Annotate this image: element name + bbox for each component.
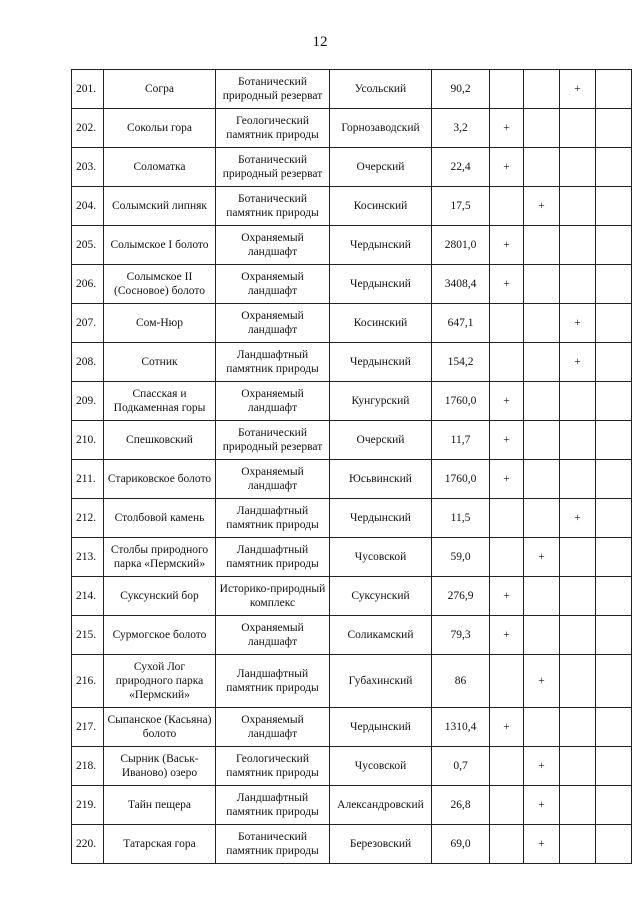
district: Чердынский xyxy=(330,708,432,747)
area-value: 69,0 xyxy=(432,825,490,864)
mark-col-3 xyxy=(560,655,596,708)
area-name: Суксунский бор xyxy=(104,577,216,616)
mark-col-3 xyxy=(560,109,596,148)
area-name: Спешковский xyxy=(104,421,216,460)
table-row xyxy=(72,786,632,825)
mark-col-4 xyxy=(596,382,632,421)
mark-col-3 xyxy=(560,265,596,304)
mark-col-1: + xyxy=(490,109,524,148)
area-name: Солымское I болото xyxy=(104,226,216,265)
category: Охраняемый ландшафт xyxy=(216,708,330,747)
row-number: 202. xyxy=(72,109,104,148)
mark-col-3 xyxy=(560,226,596,265)
area-value: 2801,0 xyxy=(432,226,490,265)
mark-col-4 xyxy=(596,187,632,226)
area-name: Солымское II (Сосновое) болото xyxy=(104,265,216,304)
category: Охраняемый ландшафт xyxy=(216,265,330,304)
category: Охраняемый ландшафт xyxy=(216,382,330,421)
mark-col-3 xyxy=(560,747,596,786)
district: Чусовской xyxy=(330,538,432,577)
category: Ландшафтный памятник природы xyxy=(216,538,330,577)
area-name: Сурмогское болото xyxy=(104,616,216,655)
mark-col-4 xyxy=(596,747,632,786)
category: Ботанический природный резерват xyxy=(216,421,330,460)
mark-col-3 xyxy=(560,382,596,421)
mark-col-3 xyxy=(560,708,596,747)
mark-col-4 xyxy=(596,499,632,538)
category: Ландшафтный памятник природы xyxy=(216,343,330,382)
area-value: 26,8 xyxy=(432,786,490,825)
district: Александровский xyxy=(330,786,432,825)
mark-col-2 xyxy=(524,421,560,460)
mark-col-3 xyxy=(560,825,596,864)
row-number: 219. xyxy=(72,786,104,825)
mark-col-3: + xyxy=(560,343,596,382)
mark-col-1 xyxy=(490,304,524,343)
table-row xyxy=(72,708,632,747)
row-number: 215. xyxy=(72,616,104,655)
mark-col-4 xyxy=(596,421,632,460)
district: Чердынский xyxy=(330,265,432,304)
row-number: 201. xyxy=(72,70,104,109)
mark-col-2 xyxy=(524,382,560,421)
category: Ландшафтный памятник природы xyxy=(216,499,330,538)
mark-col-2 xyxy=(524,343,560,382)
area-value: 154,2 xyxy=(432,343,490,382)
mark-col-3 xyxy=(560,786,596,825)
mark-col-2 xyxy=(524,109,560,148)
table-row xyxy=(72,577,632,616)
row-number: 212. xyxy=(72,499,104,538)
row-number: 216. xyxy=(72,655,104,708)
district: Суксунский xyxy=(330,577,432,616)
row-number: 204. xyxy=(72,187,104,226)
area-name: Сухой Лог природного парка «Пермский» xyxy=(104,655,216,708)
area-value: 0,7 xyxy=(432,747,490,786)
district: Косинский xyxy=(330,304,432,343)
area-name: Сыпанское (Касьяна) болото xyxy=(104,708,216,747)
category: Охраняемый ландшафт xyxy=(216,226,330,265)
district: Горнозаводский xyxy=(330,109,432,148)
mark-col-4 xyxy=(596,226,632,265)
row-number: 203. xyxy=(72,148,104,187)
mark-col-1 xyxy=(490,747,524,786)
district: Соликамский xyxy=(330,616,432,655)
mark-col-4 xyxy=(596,148,632,187)
mark-col-4 xyxy=(596,786,632,825)
row-number: 205. xyxy=(72,226,104,265)
mark-col-1 xyxy=(490,187,524,226)
mark-col-1 xyxy=(490,70,524,109)
mark-col-3 xyxy=(560,538,596,577)
mark-col-1 xyxy=(490,499,524,538)
area-name: Столбовой камень xyxy=(104,499,216,538)
mark-col-3 xyxy=(560,460,596,499)
protected-areas-table xyxy=(71,69,632,864)
mark-col-3 xyxy=(560,577,596,616)
mark-col-2 xyxy=(524,577,560,616)
table-row xyxy=(72,343,632,382)
table-row xyxy=(72,538,632,577)
mark-col-3: + xyxy=(560,304,596,343)
mark-col-4 xyxy=(596,708,632,747)
category: Ботанический природный резерват xyxy=(216,148,330,187)
row-number: 208. xyxy=(72,343,104,382)
mark-col-3 xyxy=(560,148,596,187)
mark-col-4 xyxy=(596,343,632,382)
area-value: 647,1 xyxy=(432,304,490,343)
area-value: 1760,0 xyxy=(432,382,490,421)
district: Чердынский xyxy=(330,343,432,382)
mark-col-2 xyxy=(524,148,560,187)
area-name: Спасская и Подкаменная горы xyxy=(104,382,216,421)
category: Ландшафтный памятник природы xyxy=(216,655,330,708)
area-name: Согра xyxy=(104,70,216,109)
table-row xyxy=(72,460,632,499)
category: Ботанический памятник природы xyxy=(216,187,330,226)
area-value: 11,7 xyxy=(432,421,490,460)
area-value: 17,5 xyxy=(432,187,490,226)
category: Ботанический памятник природы xyxy=(216,825,330,864)
table-row xyxy=(72,747,632,786)
district: Очерский xyxy=(330,421,432,460)
area-value: 1310,4 xyxy=(432,708,490,747)
table-row xyxy=(72,265,632,304)
row-number: 210. xyxy=(72,421,104,460)
mark-col-2 xyxy=(524,70,560,109)
area-value: 79,3 xyxy=(432,616,490,655)
mark-col-2: + xyxy=(524,538,560,577)
district: Косинский xyxy=(330,187,432,226)
mark-col-2 xyxy=(524,304,560,343)
area-value: 1760,0 xyxy=(432,460,490,499)
table-row xyxy=(72,187,632,226)
district: Чердынский xyxy=(330,226,432,265)
category: Геологический памятник природы xyxy=(216,747,330,786)
category: Охраняемый ландшафт xyxy=(216,460,330,499)
category: Геологический памятник природы xyxy=(216,109,330,148)
mark-col-1 xyxy=(490,343,524,382)
area-name: Сотник xyxy=(104,343,216,382)
area-value: 11,5 xyxy=(432,499,490,538)
mark-col-2 xyxy=(524,708,560,747)
table-row xyxy=(72,109,632,148)
table-row xyxy=(72,825,632,864)
mark-col-4 xyxy=(596,265,632,304)
mark-col-2 xyxy=(524,499,560,538)
district: Губахинский xyxy=(330,655,432,708)
mark-col-2: + xyxy=(524,655,560,708)
mark-col-1: + xyxy=(490,421,524,460)
mark-col-2: + xyxy=(524,825,560,864)
row-number: 211. xyxy=(72,460,104,499)
mark-col-4 xyxy=(596,538,632,577)
mark-col-1: + xyxy=(490,265,524,304)
table-row xyxy=(72,421,632,460)
mark-col-4 xyxy=(596,460,632,499)
row-number: 209. xyxy=(72,382,104,421)
district: Усольский xyxy=(330,70,432,109)
mark-col-4 xyxy=(596,70,632,109)
area-value: 276,9 xyxy=(432,577,490,616)
mark-col-1 xyxy=(490,786,524,825)
mark-col-1: + xyxy=(490,616,524,655)
table-row xyxy=(72,655,632,708)
district: Чердынский xyxy=(330,499,432,538)
table-row xyxy=(72,382,632,421)
table-row xyxy=(72,616,632,655)
mark-col-1: + xyxy=(490,148,524,187)
area-name: Солымский липняк xyxy=(104,187,216,226)
row-number: 207. xyxy=(72,304,104,343)
area-value: 86 xyxy=(432,655,490,708)
mark-col-3: + xyxy=(560,70,596,109)
area-value: 3,2 xyxy=(432,109,490,148)
mark-col-1 xyxy=(490,825,524,864)
district: Чусовской xyxy=(330,747,432,786)
mark-col-4 xyxy=(596,616,632,655)
row-number: 213. xyxy=(72,538,104,577)
category: Ботанический природный резерват xyxy=(216,70,330,109)
area-name: Столбы природного парка «Пермский» xyxy=(104,538,216,577)
category: Историко-природный комплекс xyxy=(216,577,330,616)
row-number: 220. xyxy=(72,825,104,864)
area-name: Татарская гора xyxy=(104,825,216,864)
area-name: Сырник (Васьк-Иваново) озеро xyxy=(104,747,216,786)
mark-col-2 xyxy=(524,226,560,265)
category: Ландшафтный памятник природы xyxy=(216,786,330,825)
mark-col-2 xyxy=(524,460,560,499)
mark-col-3 xyxy=(560,421,596,460)
mark-col-1 xyxy=(490,655,524,708)
area-name: Сом-Нюр xyxy=(104,304,216,343)
mark-col-2: + xyxy=(524,187,560,226)
table-row xyxy=(72,499,632,538)
row-number: 206. xyxy=(72,265,104,304)
row-number: 218. xyxy=(72,747,104,786)
table-row xyxy=(72,148,632,187)
mark-col-1: + xyxy=(490,708,524,747)
area-name: Соломатка xyxy=(104,148,216,187)
row-number: 217. xyxy=(72,708,104,747)
mark-col-1: + xyxy=(490,226,524,265)
mark-col-2 xyxy=(524,265,560,304)
mark-col-1: + xyxy=(490,577,524,616)
table-row xyxy=(72,304,632,343)
district: Юсьвинский xyxy=(330,460,432,499)
category: Охраняемый ландшафт xyxy=(216,304,330,343)
mark-col-1 xyxy=(490,538,524,577)
mark-col-1: + xyxy=(490,460,524,499)
area-value: 59,0 xyxy=(432,538,490,577)
mark-col-2 xyxy=(524,616,560,655)
area-value: 90,2 xyxy=(432,70,490,109)
mark-col-1: + xyxy=(490,382,524,421)
category: Охраняемый ландшафт xyxy=(216,616,330,655)
mark-col-4 xyxy=(596,304,632,343)
row-number: 214. xyxy=(72,577,104,616)
mark-col-4 xyxy=(596,825,632,864)
district: Березовский xyxy=(330,825,432,864)
page-number: 12 xyxy=(312,34,328,50)
mark-col-3 xyxy=(560,187,596,226)
mark-col-4 xyxy=(596,655,632,708)
mark-col-4 xyxy=(596,109,632,148)
district: Кунгурский xyxy=(330,382,432,421)
table-body xyxy=(72,70,632,864)
table-row xyxy=(72,226,632,265)
area-name: Стариковское болото xyxy=(104,460,216,499)
area-name: Тайн пещера xyxy=(104,786,216,825)
area-value: 3408,4 xyxy=(432,265,490,304)
district: Очерский xyxy=(330,148,432,187)
table-row xyxy=(72,70,632,109)
area-name: Сокольи гора xyxy=(104,109,216,148)
mark-col-2: + xyxy=(524,786,560,825)
mark-col-3: + xyxy=(560,499,596,538)
mark-col-2: + xyxy=(524,747,560,786)
area-value: 22,4 xyxy=(432,148,490,187)
mark-col-4 xyxy=(596,577,632,616)
mark-col-3 xyxy=(560,616,596,655)
